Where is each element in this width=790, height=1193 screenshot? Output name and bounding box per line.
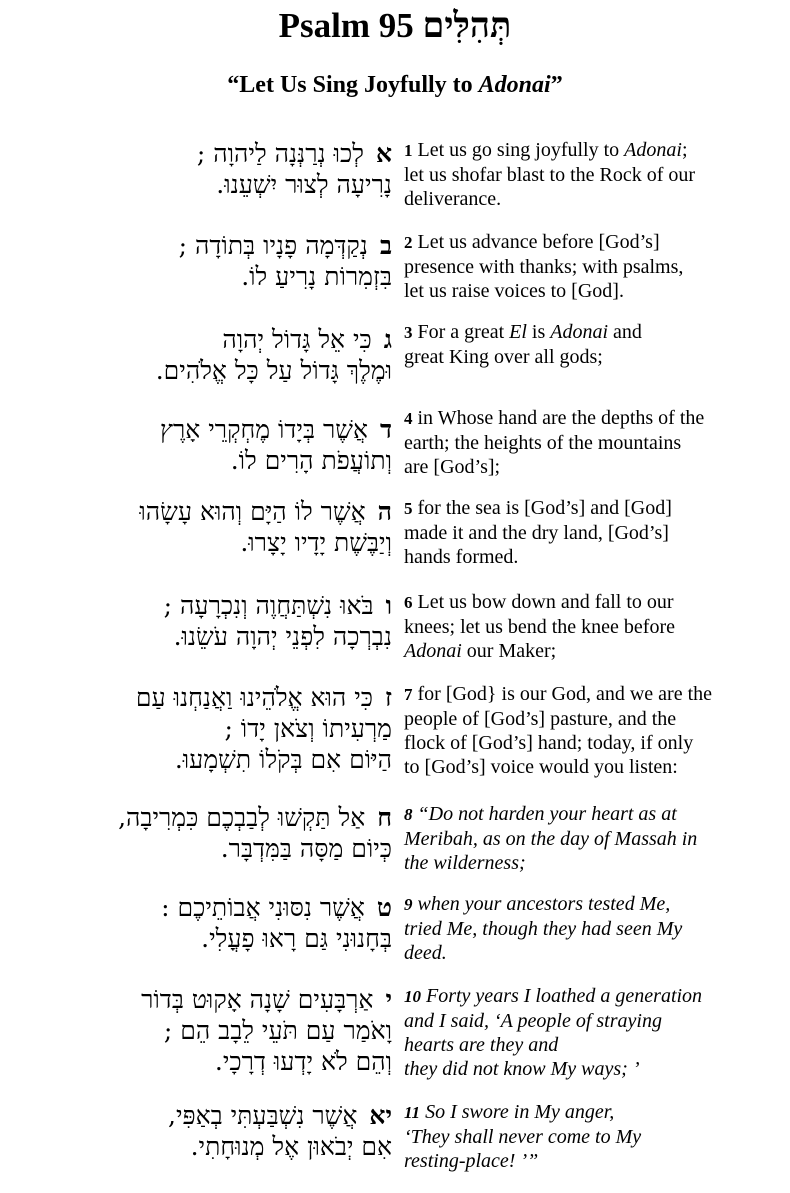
english-line [404, 851, 780, 875]
english-line [404, 163, 780, 187]
english-text: people of [God’s] pasture, and the [404, 708, 677, 730]
english-line [404, 1125, 780, 1149]
english-line [404, 1149, 780, 1173]
subtitle-divine-name: Adonai [478, 72, 551, 98]
verse-hebrew [20, 802, 392, 864]
english-line [404, 941, 780, 965]
hebrew-line [20, 682, 392, 713]
english-text: deed. [404, 942, 447, 964]
verse-english [404, 1100, 780, 1173]
english-text: and [608, 321, 642, 343]
verse-english [404, 320, 780, 369]
english-line [404, 521, 780, 545]
english-text: Adonai [404, 640, 462, 662]
english-line [404, 279, 780, 303]
english-text: El [509, 321, 527, 343]
verse-hebrew [20, 1100, 392, 1162]
english-text: knees; let us bend the knee before [404, 616, 676, 638]
english-text: deliverance. [404, 188, 502, 210]
hebrew-verse-number: ד [379, 415, 392, 444]
hebrew-verse-number: א [375, 139, 392, 168]
hebrew-line [20, 445, 392, 476]
hebrew-text: הַיּוֹם אִם בְּקֹלוֹ תִשְׁמָעוּ. [174, 745, 392, 774]
english-text: for the sea is [God’s] and [God] [417, 497, 672, 519]
verse-english [404, 984, 780, 1081]
hebrew-line [20, 355, 392, 386]
english-line [404, 827, 780, 851]
english-line [404, 1057, 780, 1081]
english-line [404, 455, 780, 479]
hebrew-text: אֲשֶׁר נִשְׁבַּעְתִּי בְאַפִּי, [168, 1101, 358, 1130]
hebrew-line [20, 713, 392, 744]
english-verse-number: 2 [404, 233, 413, 252]
hebrew-line [20, 892, 392, 923]
english-text: are [God’s]; [404, 456, 501, 478]
english-line [404, 230, 780, 255]
verse-english [404, 892, 780, 965]
english-text: the wilderness; [404, 852, 526, 874]
hebrew-line [20, 414, 392, 445]
title-english: Psalm 95 [278, 6, 414, 45]
english-verse-number: 1 [404, 141, 413, 160]
english-verse-number: 9 [404, 895, 413, 914]
page-subtitle [0, 70, 790, 100]
verse-hebrew [20, 892, 392, 954]
english-text: they did not know My ways; ’ [404, 1058, 640, 1080]
english-line [404, 496, 780, 521]
english-text: is [526, 321, 551, 343]
english-line [404, 1009, 780, 1033]
hebrew-verse-number: ב [379, 231, 392, 260]
verse-hebrew [20, 682, 392, 775]
hebrew-text: אִם יְבֹאוּן אֶל מְנוּחָתִי. [190, 1132, 392, 1161]
verse-hebrew [20, 414, 392, 476]
hebrew-line [20, 1100, 392, 1131]
english-line [404, 320, 780, 345]
english-line [404, 1100, 780, 1125]
english-text: presence with thanks; with psalms, [404, 256, 684, 278]
hebrew-text: כִּי אֵל גָּדוֹל יְהוָה [222, 325, 372, 354]
english-text: ‘They shall never come to My [404, 1126, 642, 1148]
english-line [404, 406, 780, 431]
subtitle-open: “Let Us Sing Joyfully to [227, 72, 479, 98]
hebrew-line [20, 802, 392, 833]
verse-english [404, 138, 780, 211]
hebrew-text: מַרְעִיתוֹ וְצֹאן יָדוֹ ; [224, 714, 392, 743]
hebrew-line [20, 590, 392, 621]
hebrew-line [20, 1046, 392, 1077]
english-text: our Maker; [461, 640, 557, 662]
english-text: great King over all gods; [404, 346, 603, 368]
verse-hebrew [20, 230, 392, 292]
english-text: made it and the dry land, [God’s] [404, 522, 669, 544]
verse-hebrew [20, 138, 392, 200]
hebrew-text: אֲשֶׁר נִסּוּנִי אֲבוֹתֵיכֶם : [161, 893, 365, 922]
english-line [404, 802, 780, 827]
hebrew-text: וְהֵם לֹא יָדְעוּ דְרָכָי. [214, 1047, 392, 1076]
hebrew-line [20, 984, 392, 1015]
english-line [404, 892, 780, 917]
english-text: when your ancestors tested Me, [417, 893, 671, 915]
hebrew-text: בְּחָנוּנִי גַּם רָאוּ פָעֳלִי. [201, 924, 392, 953]
hebrew-line [20, 261, 392, 292]
english-verse-number: 6 [404, 593, 413, 612]
hebrew-verse-number: ג [383, 325, 392, 354]
english-verse-number: 5 [404, 499, 413, 518]
hebrew-text: אֲשֶׁר לוֹ הַיָּם וְהוּא עָשָׂהוּ [139, 497, 366, 526]
hebrew-text: בֹּאוּ נִשְׁתַּחֲוֶה וְנִכְרָעָה ; [163, 591, 374, 620]
english-text: let us shofar blast to the Rock of our [404, 164, 696, 186]
english-text: to [God’s] voice would you listen: [404, 756, 678, 778]
english-verse-number: 8 [404, 805, 413, 824]
english-text: tried Me, though they had seen My [404, 918, 683, 940]
hebrew-line [20, 1131, 392, 1162]
hebrew-verse-number: ח [377, 803, 392, 832]
english-text: Let us bow down and fall to our [417, 591, 674, 613]
english-text: hands formed. [404, 546, 519, 568]
english-line [404, 755, 780, 779]
english-verse-number: 3 [404, 323, 413, 342]
hebrew-text: אַל תַּקְשׁוּ לְבַבְכֶם כִּמְרִיבָה, [118, 803, 366, 832]
hebrew-line [20, 138, 392, 169]
english-verse-number: 11 [404, 1103, 421, 1122]
verse-english [404, 496, 780, 569]
english-line [404, 1033, 780, 1057]
hebrew-text: וְיַבֶּשֶׁת יָדָיו יָצָרוּ. [240, 528, 392, 557]
hebrew-line [20, 169, 392, 200]
hebrew-verse-number: ה [377, 497, 392, 526]
english-text: earth; the heights of the mountains [404, 432, 682, 454]
english-text: Meribah, as on the day of Massah in [404, 828, 698, 850]
english-line [404, 255, 780, 279]
hebrew-line [20, 744, 392, 775]
english-text: ; [681, 139, 688, 161]
english-line [404, 984, 780, 1009]
english-line [404, 682, 780, 707]
english-text: in Whose hand are the depths of the [417, 407, 705, 429]
hebrew-line [20, 923, 392, 954]
hebrew-text: וּמֶלֶךְ גָּדוֹל עַל כָּל אֱלֹהִים. [155, 356, 392, 385]
page-title [0, 4, 790, 48]
english-text: let us raise voices to [God]. [404, 280, 624, 302]
english-text: Adonai [550, 321, 609, 343]
english-verse-number: 4 [404, 409, 413, 428]
verse-hebrew [20, 496, 392, 558]
hebrew-text: אַרְבָּעִים שָׁנָה אָקוּט בְּדוֹר [141, 985, 374, 1014]
hebrew-line [20, 496, 392, 527]
english-line [404, 731, 780, 755]
english-verse-number: 7 [404, 685, 413, 704]
english-line [404, 187, 780, 211]
hebrew-text: וְתוֹעֲפֹת הָרִים לוֹ. [230, 446, 392, 475]
hebrew-verse-number: יא [369, 1101, 392, 1130]
hebrew-text: וָאֹמַר עַם תֹּעֵי לֵבָב הֵם ; [163, 1016, 392, 1045]
hebrew-line [20, 324, 392, 355]
hebrew-text: נָרִיעָה לְצוּר יִשְׁעֵנוּ. [216, 170, 392, 199]
english-text: hearts are they and [404, 1034, 559, 1056]
english-line [404, 431, 780, 455]
hebrew-line [20, 833, 392, 864]
title-hebrew: תְּהִלִּים [422, 6, 512, 45]
english-text: for [God} is our God, and we are the [417, 683, 713, 705]
hebrew-text: בִּזְמִרוֹת נָרִיעַ לוֹ. [241, 262, 392, 291]
english-line [404, 138, 780, 163]
english-line [404, 590, 780, 615]
subtitle-close: ” [550, 72, 563, 98]
verse-english [404, 682, 780, 779]
hebrew-text: לְכוּ נְרַנְּנָה לַיהוָה ; [196, 139, 364, 168]
hebrew-line [20, 1015, 392, 1046]
english-line [404, 345, 780, 369]
verse-english [404, 230, 780, 303]
verse-english [404, 406, 780, 479]
verse-english [404, 802, 780, 875]
hebrew-line [20, 230, 392, 261]
hebrew-text: כְּיוֹם מַסָּה בַּמִּדְבָּר. [220, 834, 392, 863]
hebrew-verse-number: ו [385, 591, 392, 620]
english-text: Let us advance before [God’s] [417, 231, 660, 253]
english-line [404, 707, 780, 731]
english-text: “Do not harden your heart as at [417, 803, 677, 825]
verse-hebrew [20, 324, 392, 386]
english-line [404, 917, 780, 941]
english-verse-number: 10 [404, 987, 421, 1006]
english-text: So I swore in My anger, [425, 1101, 615, 1123]
hebrew-text: כִּי הוּא אֱלֹהֵינוּ וַאֲנַחְנוּ עַם [135, 683, 374, 712]
verse-hebrew [20, 590, 392, 652]
hebrew-text: נְקַדְּמָה פָנָיו בְּתוֹדָה ; [178, 231, 368, 260]
english-line [404, 545, 780, 569]
verse-english [404, 590, 780, 663]
english-text: resting-place! ’” [404, 1150, 539, 1172]
english-text: Adonai [624, 139, 682, 161]
hebrew-text: אֲשֶׁר בְּיָדוֹ מֶחְקְרֵי אָרֶץ [159, 415, 368, 444]
english-text: For a great [417, 321, 510, 343]
hebrew-line [20, 527, 392, 558]
english-text: flock of [God’s] hand; today, if only [404, 732, 694, 754]
hebrew-line [20, 621, 392, 652]
english-text: and I said, ‘A people of straying [404, 1010, 662, 1032]
verse-hebrew [20, 984, 392, 1077]
english-text: Let us go sing joyfully to [417, 139, 625, 161]
english-line [404, 615, 780, 639]
hebrew-verse-number: ט [376, 893, 392, 922]
hebrew-verse-number: ז [385, 683, 392, 712]
english-line [404, 639, 780, 663]
hebrew-text: נִבְרְכָה לִפְנֵי יְהוָה עֹשֵׂנוּ. [173, 622, 392, 651]
hebrew-verse-number: י [385, 985, 392, 1014]
english-text: Forty years I loathed a generation [426, 985, 703, 1007]
